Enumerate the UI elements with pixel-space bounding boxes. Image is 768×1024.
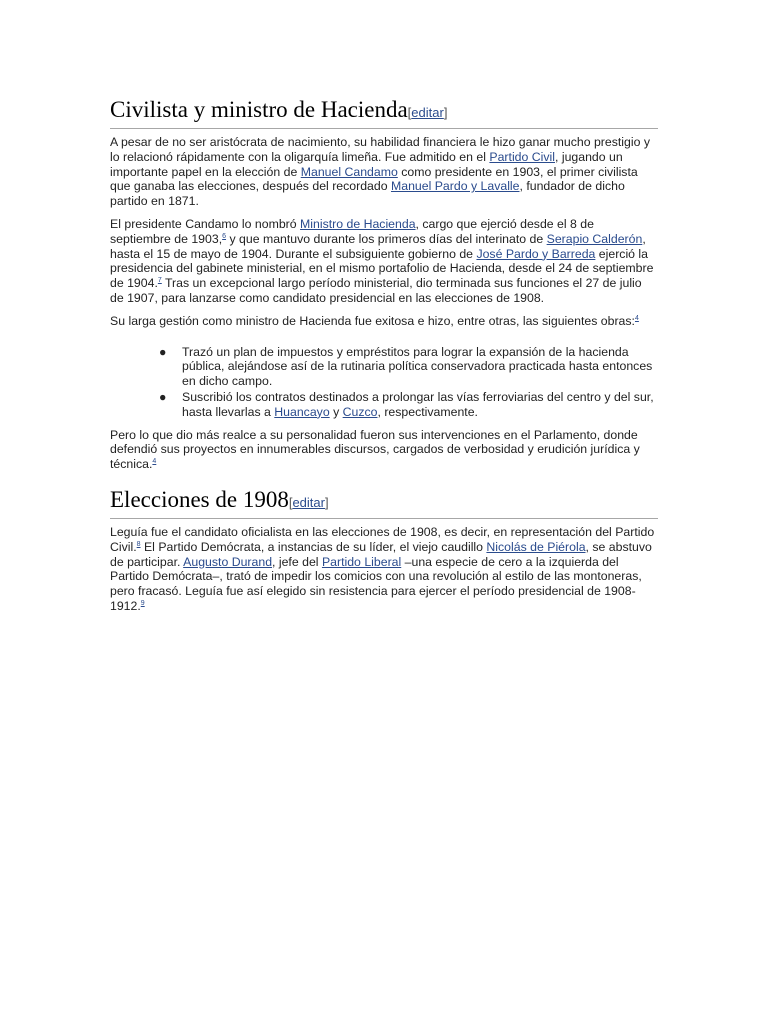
- text-run: Leguía fue el candidato oficialista en las elecciones de 1908, es decir, en representación del Partido Civil.: [110, 524, 655, 554]
- section-title: Civilista y ministro de Hacienda: [110, 97, 408, 122]
- text-run: A pesar de no ser aristócrata de nacimiento, su habilidad financiera le hizo ganar mucho prestigio y lo relacionó rápidamente con la oligarquía limeña. Fue admitido en el: [110, 135, 651, 164]
- text-run: , jefe del: [272, 554, 322, 569]
- wiki-link[interactable]: Partido Civil: [489, 149, 555, 164]
- article-content: [110, 96, 658, 622]
- wiki-link[interactable]: Serapio Calderón: [546, 231, 643, 246]
- text-run: y: [329, 404, 343, 419]
- paragraph: [110, 217, 658, 306]
- wiki-link[interactable]: Augusto Durand: [183, 554, 273, 569]
- wiki-link[interactable]: Huancayo: [274, 404, 330, 419]
- edit-link[interactable]: editar: [292, 494, 325, 510]
- wiki-link[interactable]: José Pardo y Barreda: [476, 246, 596, 261]
- footnote-ref[interactable]: 6: [222, 232, 227, 240]
- text-run: , jugando un importante papel en la elección de: [110, 149, 623, 179]
- edit-link[interactable]: editar: [411, 105, 444, 120]
- text-run: , respectivamente.: [377, 404, 478, 419]
- text-run: como presidente en 1903, el primer civilista que ganaba las elecciones, después del recordado: [110, 164, 638, 194]
- wiki-link[interactable]: Manuel Candamo: [300, 164, 398, 179]
- edit-section-link: [editar]: [288, 494, 329, 510]
- text-run: Su larga gestión como ministro de Hacienda fue exitosa e hizo, entre otras, las siguientes obras:: [110, 313, 635, 328]
- section-title: Elecciones de 1908: [110, 486, 289, 512]
- text-run: Trazó un plan de impuestos y empréstitos para lograr la expansión de la hacienda pública, alejándose así de la rutinaria política conservadora practicada hasta entonces en dicho campo.: [182, 344, 653, 389]
- wiki-link[interactable]: Nicolás de Piérola: [486, 539, 586, 554]
- text-run: Tras un excepcional largo período ministerial, dio terminada sus funciones el 27 de julio de 1907, para lanzarse como candidato presidencial en las elecciones de 1908.: [110, 276, 642, 305]
- section-heading-elecciones: [110, 486, 658, 519]
- footnote-ref[interactable]: 4: [634, 314, 639, 322]
- footnote-ref[interactable]: 8: [136, 540, 141, 548]
- list-item: [159, 344, 658, 389]
- text-run: El Partido Demócrata, a instancias de su líder, el viejo caudillo: [140, 539, 487, 554]
- wiki-link[interactable]: Partido Liberal: [321, 554, 402, 569]
- list-item: [159, 389, 658, 420]
- paragraph: [110, 314, 658, 329]
- text-run: Pero lo que dio más realce a su personalidad fueron sus intervenciones en el Parlamento, donde defendió sus proyectos en innumerables discursos, cargados de verbosidad y erudición jurídica y técnica.: [110, 427, 640, 472]
- section-heading-civilista: [110, 96, 658, 129]
- wiki-link[interactable]: Cuzco: [342, 404, 378, 419]
- text-run: El presidente Candamo lo nombró: [110, 216, 301, 231]
- footnote-ref[interactable]: 9: [140, 599, 145, 607]
- paragraph: [110, 525, 658, 614]
- footnote-ref[interactable]: 7: [157, 277, 162, 285]
- edit-section-link: [editar]: [407, 105, 448, 120]
- text-run: , cargo que ejerció desde el 8 de septiembre de 1903,: [110, 216, 594, 246]
- text-run: Suscribió los contratos destinados a prolongar las vías ferroviarias del centro y del sur, hasta llevarlas a: [182, 389, 654, 419]
- wiki-link[interactable]: Manuel Pardo y Lavalle: [390, 179, 520, 194]
- wiki-link[interactable]: Ministro de Hacienda: [300, 216, 416, 231]
- bullet-icon: ●: [159, 389, 167, 404]
- text-run: , se abstuvo de participar.: [110, 539, 652, 569]
- obras-list: [110, 345, 658, 420]
- text-run: ejerció la presidencia del gabinete ministerial, en el mismo portafolio de Hacienda, desde el 24 de septiembre de 1904.: [110, 246, 654, 291]
- text-run: y que mantuvo durante los primeros días del interinato de: [226, 231, 547, 246]
- text-run: , hasta el 15 de mayo de 1904. Durante el subsiguiente gobierno de: [110, 231, 646, 261]
- text-run: , fundador de dicho partido en 1871.: [110, 179, 625, 209]
- paragraph: [110, 428, 658, 472]
- footnote-ref[interactable]: 4: [152, 458, 157, 466]
- text-run: –una especie de cero a la izquierda del Partido Demócrata–, trató de impedir los comicios con una revolución al estilo de las montoneras, pero fracasó. Leguía fue así elegido sin resistencia para ejercer el período presidencial de 1908-1912.: [110, 554, 642, 613]
- paragraph: [110, 135, 658, 209]
- bullet-icon: ●: [159, 344, 167, 359]
